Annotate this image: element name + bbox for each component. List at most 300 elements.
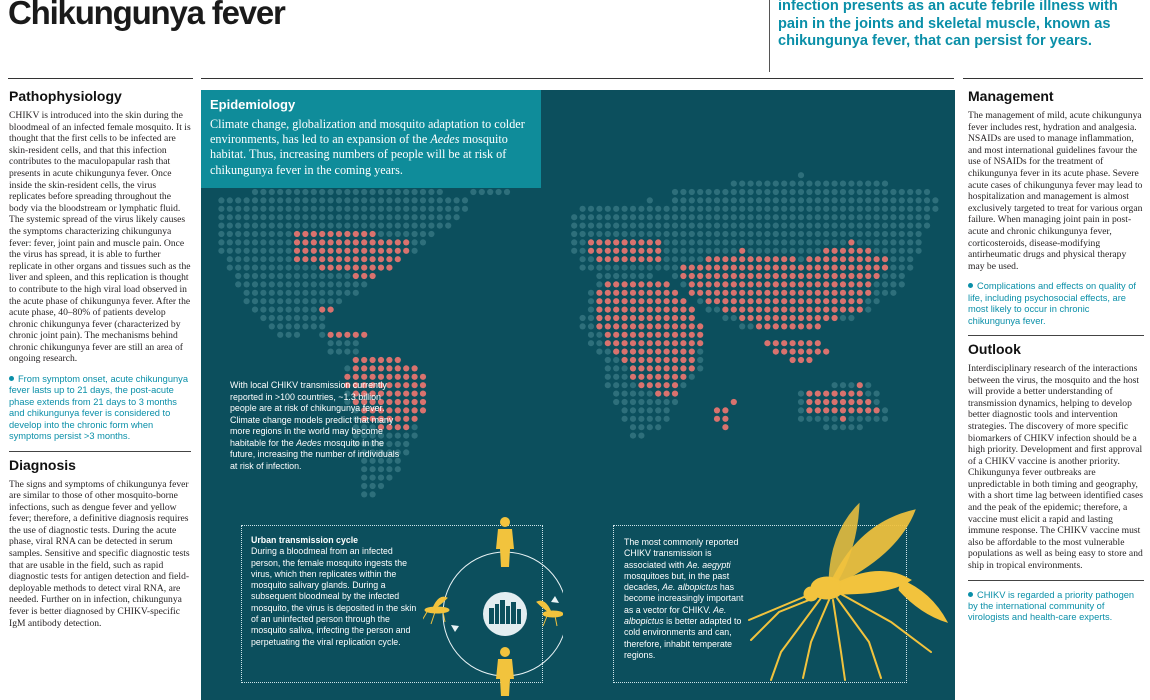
land-dot xyxy=(840,181,846,187)
land-dot xyxy=(882,214,888,220)
land-dot xyxy=(378,231,384,237)
risk-area-dot xyxy=(647,332,653,338)
land-dot xyxy=(832,416,838,422)
land-dot xyxy=(865,416,871,422)
risk-area-dot xyxy=(622,290,628,296)
risk-area-dot xyxy=(420,391,426,397)
land-dot xyxy=(731,231,737,237)
mosquito-icon xyxy=(423,597,449,624)
risk-area-dot xyxy=(848,307,854,313)
risk-area-dot xyxy=(412,382,418,388)
land-dot xyxy=(714,189,720,195)
land-dot xyxy=(832,214,838,220)
land-dot xyxy=(252,206,258,212)
risk-area-dot xyxy=(832,265,838,271)
land-dot xyxy=(806,206,812,212)
risk-area-dot xyxy=(748,281,754,287)
land-dot xyxy=(773,223,779,229)
risk-area-dot xyxy=(328,265,334,271)
land-dot xyxy=(294,206,300,212)
land-dot xyxy=(344,223,350,229)
person-icon xyxy=(496,517,514,567)
risk-area-dot xyxy=(596,323,602,329)
outlook-body: Interdisciplinary research of the interactions between the virus, the mosquito and the host will provide a better understanding of transmission dynamics, helping to develop better diagnostic tools and intervention strategies. The discovery of more specific biomarkers of CHIKV infection should be a high priority. Development and first approval of a CHIKV vaccine is another priority. Chikungunya fever outbreaks are unpredictable in both timing and geography, with a short time lag between identified cases and the peak of the epidemic; therefore, a vaccine must elicit a rapid and lasting immune response. The CHIKV vaccine must also be affordable to the most vulnerable populations as well as being easy to store and ship in tropical environments. xyxy=(968,362,1144,572)
land-dot xyxy=(739,197,745,203)
land-dot xyxy=(445,206,451,212)
risk-area-dot xyxy=(655,323,661,329)
risk-area-dot xyxy=(605,332,611,338)
risk-area-dot xyxy=(848,407,854,413)
land-dot xyxy=(672,256,678,262)
risk-area-dot xyxy=(815,391,821,397)
land-dot xyxy=(596,349,602,355)
land-dot xyxy=(286,239,292,245)
land-dot xyxy=(386,475,392,481)
risk-area-dot xyxy=(815,298,821,304)
land-dot xyxy=(580,315,586,321)
land-dot xyxy=(622,374,628,380)
land-dot xyxy=(907,197,913,203)
land-dot xyxy=(286,197,292,203)
risk-area-dot xyxy=(613,307,619,313)
land-dot xyxy=(218,248,224,254)
land-dot xyxy=(605,365,611,371)
land-dot xyxy=(764,248,770,254)
land-dot xyxy=(286,281,292,287)
risk-area-dot xyxy=(638,307,644,313)
land-dot xyxy=(899,273,905,279)
land-dot xyxy=(773,206,779,212)
risk-area-dot xyxy=(596,256,602,262)
risk-area-dot xyxy=(638,281,644,287)
land-dot xyxy=(798,214,804,220)
land-dot xyxy=(622,391,628,397)
risk-area-dot xyxy=(664,382,670,388)
risk-area-dot xyxy=(370,365,376,371)
risk-area-dot xyxy=(832,391,838,397)
risk-area-dot xyxy=(412,365,418,371)
land-dot xyxy=(622,265,628,271)
land-dot xyxy=(680,189,686,195)
land-dot xyxy=(353,214,359,220)
land-dot xyxy=(706,214,712,220)
risk-area-dot xyxy=(395,357,401,363)
risk-area-dot xyxy=(806,315,812,321)
land-dot xyxy=(832,239,838,245)
land-dot xyxy=(235,248,241,254)
risk-area-dot xyxy=(328,231,334,237)
land-dot xyxy=(336,290,342,296)
land-dot xyxy=(344,206,350,212)
land-dot xyxy=(319,273,325,279)
land-dot xyxy=(605,273,611,279)
risk-area-dot xyxy=(714,265,720,271)
land-dot xyxy=(302,265,308,271)
land-dot xyxy=(269,265,275,271)
page-title: Chikungunya fever xyxy=(8,0,285,31)
land-dot xyxy=(269,290,275,296)
land-dot xyxy=(420,197,426,203)
risk-area-dot xyxy=(840,265,846,271)
risk-area-dot xyxy=(613,298,619,304)
land-dot xyxy=(277,223,283,229)
land-dot xyxy=(403,206,409,212)
land-dot xyxy=(260,197,266,203)
land-dot xyxy=(361,483,367,489)
risk-area-dot xyxy=(630,340,636,346)
land-dot xyxy=(764,197,770,203)
risk-area-dot xyxy=(756,281,762,287)
land-dot xyxy=(714,214,720,220)
land-dot xyxy=(294,273,300,279)
risk-area-dot xyxy=(697,281,703,287)
risk-area-dot xyxy=(622,281,628,287)
land-dot xyxy=(890,231,896,237)
risk-area-dot xyxy=(798,357,804,363)
risk-area-dot xyxy=(420,407,426,413)
land-dot xyxy=(748,181,754,187)
risk-area-dot xyxy=(647,248,653,254)
land-dot xyxy=(798,239,804,245)
land-dot xyxy=(790,189,796,195)
risk-area-dot xyxy=(395,256,401,262)
land-dot xyxy=(580,239,586,245)
land-dot xyxy=(361,197,367,203)
land-dot xyxy=(882,197,888,203)
risk-area-dot xyxy=(403,374,409,380)
land-dot xyxy=(311,223,317,229)
land-dot xyxy=(353,281,359,287)
land-dot xyxy=(773,181,779,187)
land-dot xyxy=(722,206,728,212)
land-dot xyxy=(882,239,888,245)
risk-area-dot xyxy=(655,239,661,245)
land-dot xyxy=(680,382,686,388)
land-dot xyxy=(857,231,863,237)
land-dot xyxy=(638,231,644,237)
section-divider xyxy=(968,580,1144,581)
land-dot xyxy=(269,231,275,237)
risk-area-dot xyxy=(823,290,829,296)
risk-area-dot xyxy=(680,365,686,371)
land-dot xyxy=(773,231,779,237)
land-dot xyxy=(235,231,241,237)
land-dot xyxy=(731,189,737,195)
land-dot xyxy=(748,231,754,237)
land-dot xyxy=(815,239,821,245)
land-dot xyxy=(697,206,703,212)
land-dot xyxy=(739,189,745,195)
land-dot xyxy=(874,197,880,203)
risk-area-dot xyxy=(689,307,695,313)
risk-area-dot xyxy=(722,407,728,413)
land-dot xyxy=(756,223,762,229)
land-dot xyxy=(890,214,896,220)
land-dot xyxy=(227,197,233,203)
risk-area-dot xyxy=(815,281,821,287)
risk-area-dot xyxy=(815,340,821,346)
land-dot xyxy=(865,382,871,388)
risk-area-dot xyxy=(613,281,619,287)
management-heading: Management xyxy=(968,88,1054,104)
risk-area-dot xyxy=(664,357,670,363)
risk-area-dot xyxy=(622,256,628,262)
land-dot xyxy=(370,197,376,203)
risk-area-dot xyxy=(806,290,812,296)
risk-area-dot xyxy=(739,281,745,287)
risk-area-dot xyxy=(697,290,703,296)
land-dot xyxy=(260,290,266,296)
risk-area-dot xyxy=(630,315,636,321)
land-dot xyxy=(714,231,720,237)
land-dot xyxy=(899,265,905,271)
risk-area-dot xyxy=(302,248,308,254)
land-dot xyxy=(798,223,804,229)
land-dot xyxy=(613,382,619,388)
land-dot xyxy=(227,206,233,212)
land-dot xyxy=(689,189,695,195)
risk-area-dot xyxy=(361,357,367,363)
land-dot xyxy=(806,248,812,254)
risk-area-dot xyxy=(412,399,418,405)
land-dot xyxy=(378,206,384,212)
risk-area-dot xyxy=(655,340,661,346)
land-dot xyxy=(353,223,359,229)
land-dot xyxy=(706,197,712,203)
land-dot xyxy=(630,231,636,237)
land-dot xyxy=(689,374,695,380)
land-dot xyxy=(882,223,888,229)
land-dot xyxy=(235,197,241,203)
land-dot xyxy=(227,256,233,262)
risk-area-dot xyxy=(832,407,838,413)
risk-area-dot xyxy=(655,281,661,287)
land-dot xyxy=(790,214,796,220)
land-dot xyxy=(244,256,250,262)
risk-area-dot xyxy=(739,273,745,279)
land-dot xyxy=(311,290,317,296)
risk-area-dot xyxy=(680,323,686,329)
land-dot xyxy=(571,239,577,245)
land-dot xyxy=(823,214,829,220)
land-dot xyxy=(395,197,401,203)
risk-area-dot xyxy=(655,332,661,338)
land-dot xyxy=(630,214,636,220)
land-dot xyxy=(361,214,367,220)
land-dot xyxy=(395,189,401,195)
management-callout xyxy=(968,281,1144,327)
risk-area-dot xyxy=(823,307,829,313)
diagnosis-heading: Diagnosis xyxy=(9,456,76,473)
epidemiology-text xyxy=(210,117,532,178)
risk-area-dot xyxy=(655,382,661,388)
land-dot xyxy=(277,239,283,245)
land-dot xyxy=(588,256,594,262)
risk-area-dot xyxy=(638,239,644,245)
land-dot xyxy=(773,189,779,195)
land-dot xyxy=(378,483,384,489)
land-dot xyxy=(848,197,854,203)
land-dot xyxy=(848,382,854,388)
land-dot xyxy=(815,189,821,195)
risk-area-dot xyxy=(764,340,770,346)
risk-area-dot xyxy=(664,340,670,346)
risk-area-dot xyxy=(731,273,737,279)
land-dot xyxy=(227,265,233,271)
land-dot xyxy=(260,206,266,212)
land-dot xyxy=(218,231,224,237)
land-dot xyxy=(580,256,586,262)
land-dot xyxy=(302,290,308,296)
land-dot xyxy=(647,407,653,413)
risk-area-dot xyxy=(764,256,770,262)
land-dot xyxy=(647,399,653,405)
land-dot xyxy=(739,223,745,229)
map-note-part: With local CHIKV transmission currently reported in >100 countries, ~1.3 billion people are at risk of chikungunya fever. Climate change models predict that many more regions in the world may become habitable for the xyxy=(230,380,394,448)
risk-area-dot xyxy=(773,290,779,296)
land-dot xyxy=(739,206,745,212)
land-dot xyxy=(428,189,434,195)
risk-area-dot xyxy=(815,307,821,313)
land-dot xyxy=(361,189,367,195)
land-dot xyxy=(672,231,678,237)
land-dot xyxy=(739,231,745,237)
risk-area-dot xyxy=(832,399,838,405)
land-dot xyxy=(815,416,821,422)
land-dot xyxy=(924,189,930,195)
land-dot xyxy=(848,206,854,212)
risk-area-dot xyxy=(706,256,712,262)
risk-area-dot xyxy=(865,256,871,262)
risk-area-dot xyxy=(739,307,745,313)
land-dot xyxy=(328,214,334,220)
land-dot xyxy=(386,206,392,212)
risk-area-dot xyxy=(748,265,754,271)
left-column xyxy=(9,88,191,629)
risk-area-dot xyxy=(748,298,754,304)
risk-area-dot xyxy=(714,290,720,296)
risk-area-dot xyxy=(655,374,661,380)
risk-area-dot xyxy=(748,307,754,313)
land-dot xyxy=(428,214,434,220)
land-dot xyxy=(815,214,821,220)
land-dot xyxy=(630,424,636,430)
risk-area-dot xyxy=(748,290,754,296)
risk-area-dot xyxy=(806,391,812,397)
land-dot xyxy=(269,323,275,329)
land-dot xyxy=(756,214,762,220)
land-dot xyxy=(286,223,292,229)
land-dot xyxy=(655,223,661,229)
risk-area-dot xyxy=(630,332,636,338)
land-dot xyxy=(907,239,913,245)
risk-area-dot xyxy=(722,298,728,304)
land-dot xyxy=(294,323,300,329)
land-dot xyxy=(890,197,896,203)
land-dot xyxy=(815,248,821,254)
land-dot xyxy=(302,206,308,212)
land-dot xyxy=(680,197,686,203)
right-column xyxy=(968,88,1144,624)
land-dot xyxy=(781,239,787,245)
risk-area-dot xyxy=(353,248,359,254)
land-dot xyxy=(613,206,619,212)
risk-area-dot xyxy=(832,307,838,313)
land-dot xyxy=(260,239,266,245)
land-dot xyxy=(832,223,838,229)
risk-area-dot xyxy=(823,265,829,271)
section-divider xyxy=(968,335,1144,336)
land-dot xyxy=(630,399,636,405)
risk-area-dot xyxy=(655,315,661,321)
risk-area-dot xyxy=(790,307,796,313)
risk-area-dot xyxy=(302,231,308,237)
risk-area-dot xyxy=(361,248,367,254)
risk-area-dot xyxy=(630,307,636,313)
land-dot xyxy=(370,223,376,229)
risk-area-dot xyxy=(647,349,653,355)
land-dot xyxy=(470,189,476,195)
land-dot xyxy=(218,197,224,203)
land-dot xyxy=(882,248,888,254)
risk-area-dot xyxy=(689,349,695,355)
risk-area-dot xyxy=(714,273,720,279)
land-dot xyxy=(798,399,804,405)
land-dot xyxy=(235,239,241,245)
land-dot xyxy=(832,189,838,195)
land-dot xyxy=(722,231,728,237)
risk-area-dot xyxy=(790,273,796,279)
land-dot xyxy=(899,256,905,262)
land-dot xyxy=(244,231,250,237)
land-dot xyxy=(916,206,922,212)
risk-area-dot xyxy=(781,315,787,321)
land-dot xyxy=(218,206,224,212)
risk-area-dot xyxy=(605,298,611,304)
land-dot xyxy=(672,273,678,279)
risk-area-dot xyxy=(722,416,728,422)
land-dot xyxy=(244,281,250,287)
land-dot xyxy=(899,206,905,212)
land-dot xyxy=(437,206,443,212)
risk-area-dot xyxy=(655,248,661,254)
land-dot xyxy=(294,315,300,321)
land-dot xyxy=(630,407,636,413)
land-dot xyxy=(882,416,888,422)
land-dot xyxy=(353,340,359,346)
land-dot xyxy=(286,206,292,212)
land-dot xyxy=(647,273,653,279)
land-dot xyxy=(924,197,930,203)
land-dot xyxy=(378,197,384,203)
land-dot xyxy=(848,231,854,237)
land-dot xyxy=(697,357,703,363)
risk-area-dot xyxy=(613,256,619,262)
risk-area-dot xyxy=(764,290,770,296)
risk-area-dot xyxy=(697,340,703,346)
epidemiology-text-part: Climate change, globalization and mosquito adaptation to colder environments, has led to an expansion of the xyxy=(210,117,525,147)
land-dot xyxy=(386,197,392,203)
land-dot xyxy=(336,206,342,212)
land-dot xyxy=(857,223,863,229)
land-dot xyxy=(269,239,275,245)
land-dot xyxy=(647,214,653,220)
land-dot xyxy=(899,281,905,287)
land-dot xyxy=(874,231,880,237)
land-dot xyxy=(277,248,283,254)
land-dot xyxy=(655,399,661,405)
risk-area-dot xyxy=(848,298,854,304)
